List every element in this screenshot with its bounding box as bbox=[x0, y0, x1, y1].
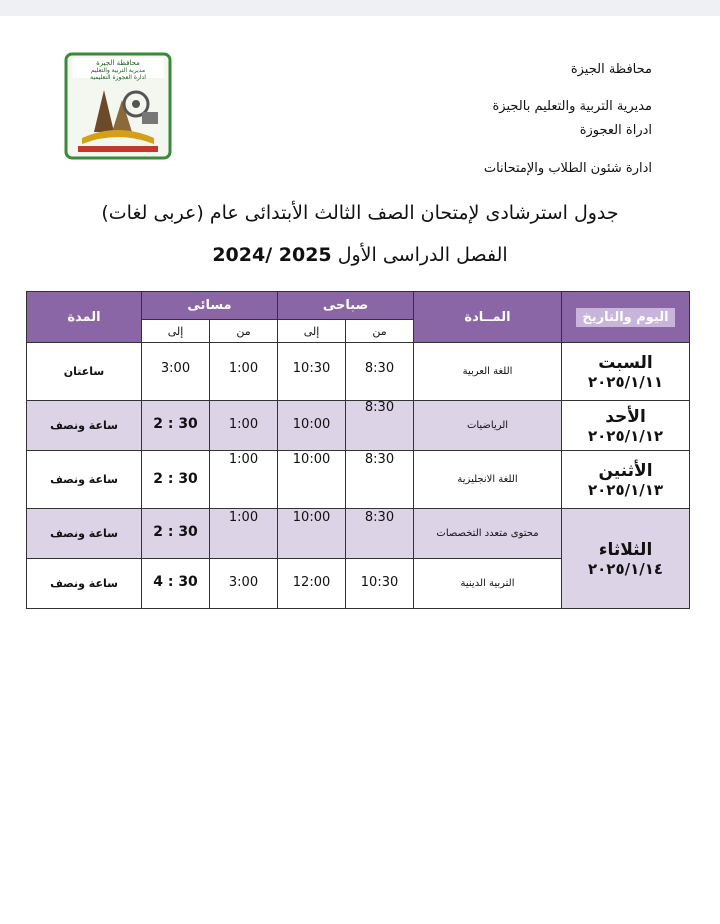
day-name: الأثنين bbox=[598, 460, 653, 481]
evening-from-cell: 1:00 bbox=[210, 401, 278, 451]
table-row bbox=[27, 343, 690, 401]
evening-to-cell: 30 : 2 bbox=[142, 401, 210, 451]
day-cell bbox=[562, 509, 690, 609]
morning-to-cell: 10:00 bbox=[278, 451, 346, 509]
morning-to-cell: 12:00 bbox=[278, 559, 346, 609]
evening-from-cell: 1:00 bbox=[210, 509, 278, 559]
header-evening-from: من bbox=[210, 320, 278, 343]
morning-from-cell: 8:30 bbox=[346, 451, 414, 509]
evening-from-cell: 1:00 bbox=[210, 343, 278, 401]
morning-from-cell: 8:30 bbox=[346, 343, 414, 401]
header-subject: المــادة bbox=[414, 292, 562, 343]
header-day-date: اليوم والتاريخ bbox=[562, 292, 690, 343]
duration-cell: ساعتان bbox=[27, 343, 142, 401]
header-morning: صباحى bbox=[278, 292, 414, 320]
day-cell bbox=[562, 343, 690, 401]
academic-year: 2025 /2024 bbox=[212, 244, 332, 266]
header-morning-to: إلى bbox=[278, 320, 346, 343]
duration-cell: ساعة ونصف bbox=[27, 559, 142, 609]
logo-line-2: مديرية التربية والتعليم bbox=[90, 67, 146, 74]
morning-to-cell: 10:30 bbox=[278, 343, 346, 401]
header-morning-from: من bbox=[346, 320, 414, 343]
day-cell bbox=[562, 401, 690, 451]
morning-from-cell: 10:30 bbox=[346, 559, 414, 609]
day-cell bbox=[562, 451, 690, 509]
day-date: ٢٠٢٥/١/١٤ bbox=[587, 559, 664, 578]
table-row bbox=[27, 401, 690, 451]
exam-schedule-table bbox=[26, 291, 690, 609]
day-name: الأحد bbox=[605, 406, 646, 427]
subject-cell: التربية الدينية bbox=[414, 559, 562, 609]
top-bar bbox=[0, 0, 720, 16]
evening-to-cell: 3:00 bbox=[142, 343, 210, 401]
duration-cell: ساعة ونصف bbox=[27, 401, 142, 451]
semester-title bbox=[160, 244, 560, 266]
header-evening: مسائى bbox=[142, 292, 278, 320]
table-row bbox=[27, 509, 690, 559]
evening-from-cell: 1:00 bbox=[210, 451, 278, 509]
subject-cell: الرياضيات bbox=[414, 401, 562, 451]
day-date: ٢٠٢٥/١/١١ bbox=[587, 372, 664, 391]
day-date: ٢٠٢٥/١/١٢ bbox=[587, 426, 664, 445]
duration-cell: ساعة ونصف bbox=[27, 451, 142, 509]
day-name: الثلاثاء bbox=[598, 539, 653, 560]
table-row bbox=[27, 451, 690, 509]
evening-to-cell: 30 : 4 bbox=[142, 559, 210, 609]
administration-label: ادراة العجوزة bbox=[579, 123, 652, 138]
morning-from-cell: 8:30 bbox=[346, 401, 414, 451]
day-name: السبت bbox=[598, 352, 653, 373]
header-duration: المدة bbox=[27, 292, 142, 343]
day-date: ٢٠٢٥/١/١٣ bbox=[587, 480, 664, 499]
header-evening-to: إلى bbox=[142, 320, 210, 343]
subject-cell: محتوى متعدد التخصصات bbox=[414, 509, 562, 559]
schedule-title: جدول استرشادى لإمتحان الصف الثالث الأبتدائى عام (عربى لغات) bbox=[101, 202, 619, 224]
morning-to-cell: 10:00 bbox=[278, 509, 346, 559]
logo-line-3: ادارة العجوزة التعليمية bbox=[90, 74, 146, 81]
giza-emblem-logo bbox=[64, 52, 172, 160]
morning-from-cell: 8:30 bbox=[346, 509, 414, 559]
morning-to-cell: 10:00 bbox=[278, 401, 346, 451]
subject-cell: اللغة العربية bbox=[414, 343, 562, 401]
semester-prefix: الفصل الدراسى الأول bbox=[331, 244, 508, 266]
evening-to-cell: 30 : 2 bbox=[142, 509, 210, 559]
duration-cell: ساعة ونصف bbox=[27, 509, 142, 559]
subject-cell: اللغة الانجليزية bbox=[414, 451, 562, 509]
directorate-label: مديرية التربية والتعليم بالجيزة bbox=[492, 99, 652, 114]
governorate-label: محافظة الجيزة bbox=[570, 62, 652, 77]
logo-line-1: محافظة الجيزة bbox=[96, 59, 140, 67]
evening-from-cell: 3:00 bbox=[210, 559, 278, 609]
evening-to-cell: 30 : 2 bbox=[142, 451, 210, 509]
department-label: ادارة شئون الطلاب والإمتحانات bbox=[483, 161, 652, 176]
